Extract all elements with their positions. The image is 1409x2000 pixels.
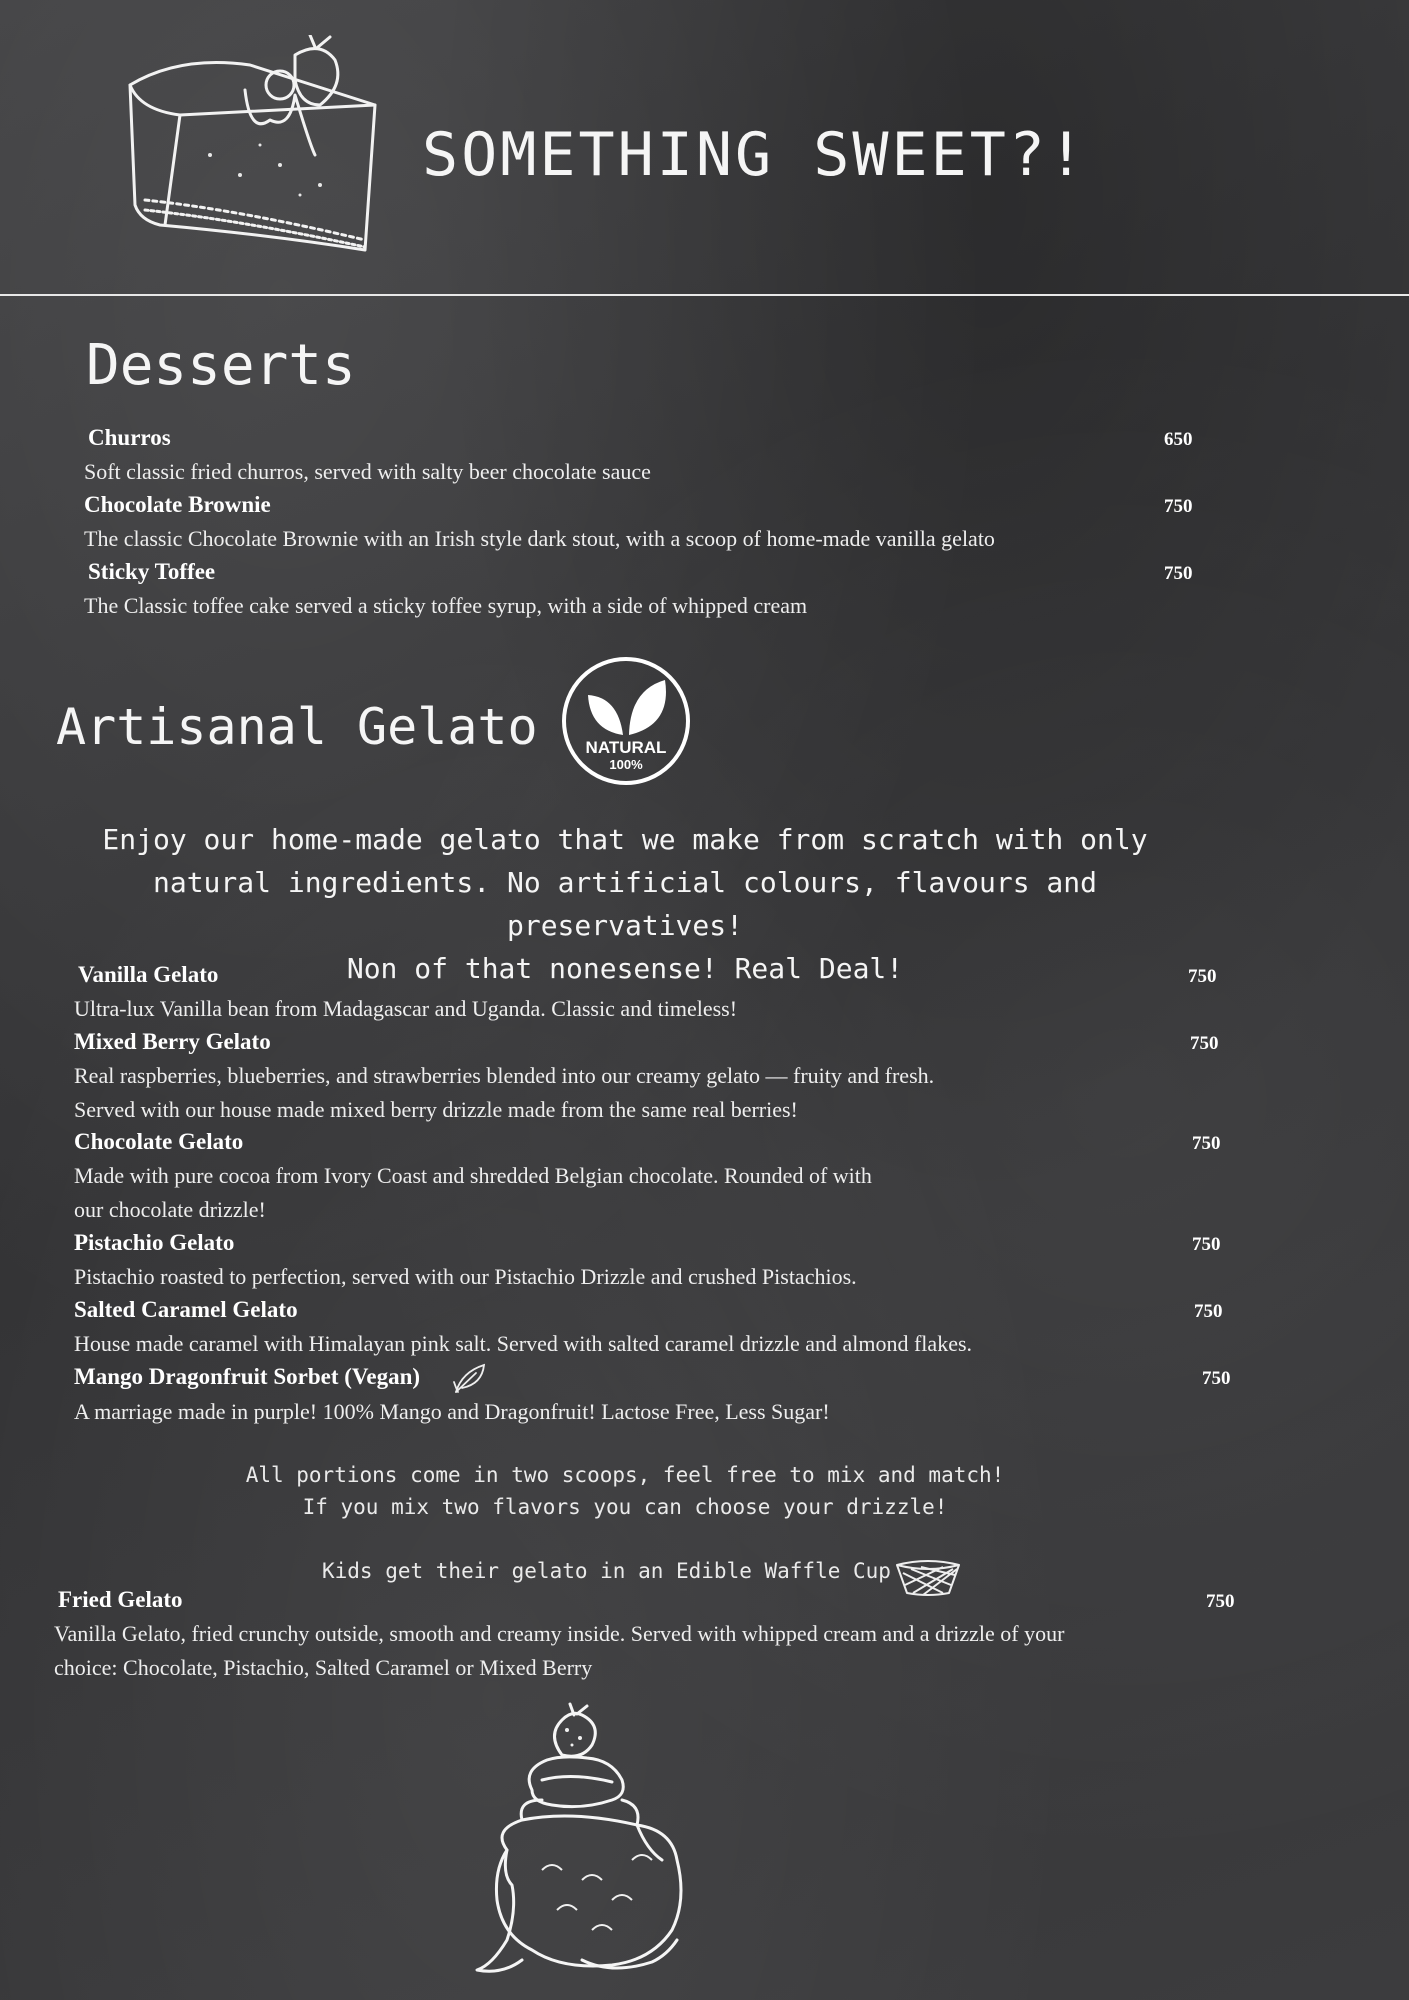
brownie-desc: The classic Chocolate Brownie with an Irish style dark stout, with a scoop of home-made vanilla gelato xyxy=(84,526,995,551)
portions-note-2: If you mix two flavors you can choose your drizzle! xyxy=(302,1495,948,1519)
pistachio-name: Pistachio Gelato xyxy=(74,1230,235,1255)
brownie-name: Chocolate Brownie xyxy=(84,492,271,517)
vanilla-desc: Ultra-lux Vanilla bean from Madagascar and Uganda. Classic and timeless! xyxy=(74,996,738,1021)
churros-price: 650 xyxy=(1164,429,1193,450)
pistachio-price: 750 xyxy=(1192,1234,1221,1255)
chocolate-desc-2: our chocolate drizzle! xyxy=(74,1197,266,1222)
fried-desc-1: Vanilla Gelato, fried crunchy outside, smooth and creamy inside. Served with whipped cream and a drizzle of your xyxy=(54,1621,1065,1646)
portions-note-1: All portions come in two scoops, feel free to mix and match! xyxy=(245,1463,1005,1487)
toffee-name: Sticky Toffee xyxy=(88,559,216,584)
berry-desc-1: Real raspberries, blueberries, and strawberries blended into our creamy gelato — fruity and fresh. xyxy=(74,1063,935,1088)
sundae-icon xyxy=(462,1700,702,1990)
berry-price: 750 xyxy=(1190,1033,1219,1054)
fried-name: Fried Gelato xyxy=(58,1587,183,1612)
sorbet-desc: A marriage made in purple! 100% Mango and Dragonfruit! Lactose Free, Less Sugar! xyxy=(74,1399,830,1424)
waffle-cup-icon xyxy=(893,1555,963,1597)
chocolate-desc-1: Made with pure cocoa from Ivory Coast and shredded Belgian chocolate. Rounded of with xyxy=(74,1163,872,1188)
kids-note: Kids get their gelato in an Edible Waffle Cup xyxy=(322,1559,891,1583)
berry-name: Mixed Berry Gelato xyxy=(74,1029,271,1054)
intro-line-1: Enjoy our home-made gelato that we make from scratch with only xyxy=(102,823,1148,856)
badge-bottom-text: 100% xyxy=(609,757,643,772)
sorbet-name: Mango Dragonfruit Sorbet (Vegan) xyxy=(74,1364,421,1389)
caramel-name: Salted Caramel Gelato xyxy=(74,1297,298,1322)
toffee-desc: The Classic toffee cake served a sticky toffee syrup, with a side of whipped cream xyxy=(84,593,808,618)
natural-badge xyxy=(560,655,692,787)
caramel-desc: House made caramel with Himalayan pink salt. Served with salted caramel drizzle and almond flakes. xyxy=(74,1331,973,1356)
intro-line-2: natural ingredients. No artificial colours, flavours and preservatives! xyxy=(152,866,1097,942)
brownie-price: 750 xyxy=(1164,496,1193,517)
desserts-heading: Desserts xyxy=(86,333,356,398)
page-title: SOMETHING SWEET?! xyxy=(422,120,1088,190)
pistachio-desc: Pistachio roasted to perfection, served with our Pistachio Drizzle and crushed Pistachios. xyxy=(74,1264,857,1289)
badge-top-text: NATURAL xyxy=(585,738,667,757)
fried-price: 750 xyxy=(1206,1591,1235,1612)
vanilla-name: Vanilla Gelato xyxy=(78,962,219,987)
cake-slice-icon xyxy=(120,35,390,265)
chocolate-name: Chocolate Gelato xyxy=(74,1129,244,1154)
churros-desc: Soft classic fried churros, served with salty beer chocolate sauce xyxy=(84,459,651,484)
churros-name: Churros xyxy=(88,425,171,450)
intro-line-3: Non of that nonesense! Real Deal! xyxy=(346,952,904,985)
fried-desc-2: choice: Chocolate, Pistachio, Salted Caramel or Mixed Berry xyxy=(54,1655,593,1680)
caramel-price: 750 xyxy=(1194,1301,1223,1322)
gelato-heading: Artisanal Gelato xyxy=(56,698,538,756)
vegan-leaf-icon xyxy=(452,1362,488,1394)
header-divider xyxy=(0,294,1409,296)
berry-desc-2: Served with our house made mixed berry drizzle made from the same real berries! xyxy=(74,1097,798,1122)
chocolate-price: 750 xyxy=(1192,1133,1221,1154)
toffee-price: 750 xyxy=(1164,563,1193,584)
vanilla-price: 750 xyxy=(1188,966,1217,987)
sorbet-price: 750 xyxy=(1202,1368,1231,1389)
